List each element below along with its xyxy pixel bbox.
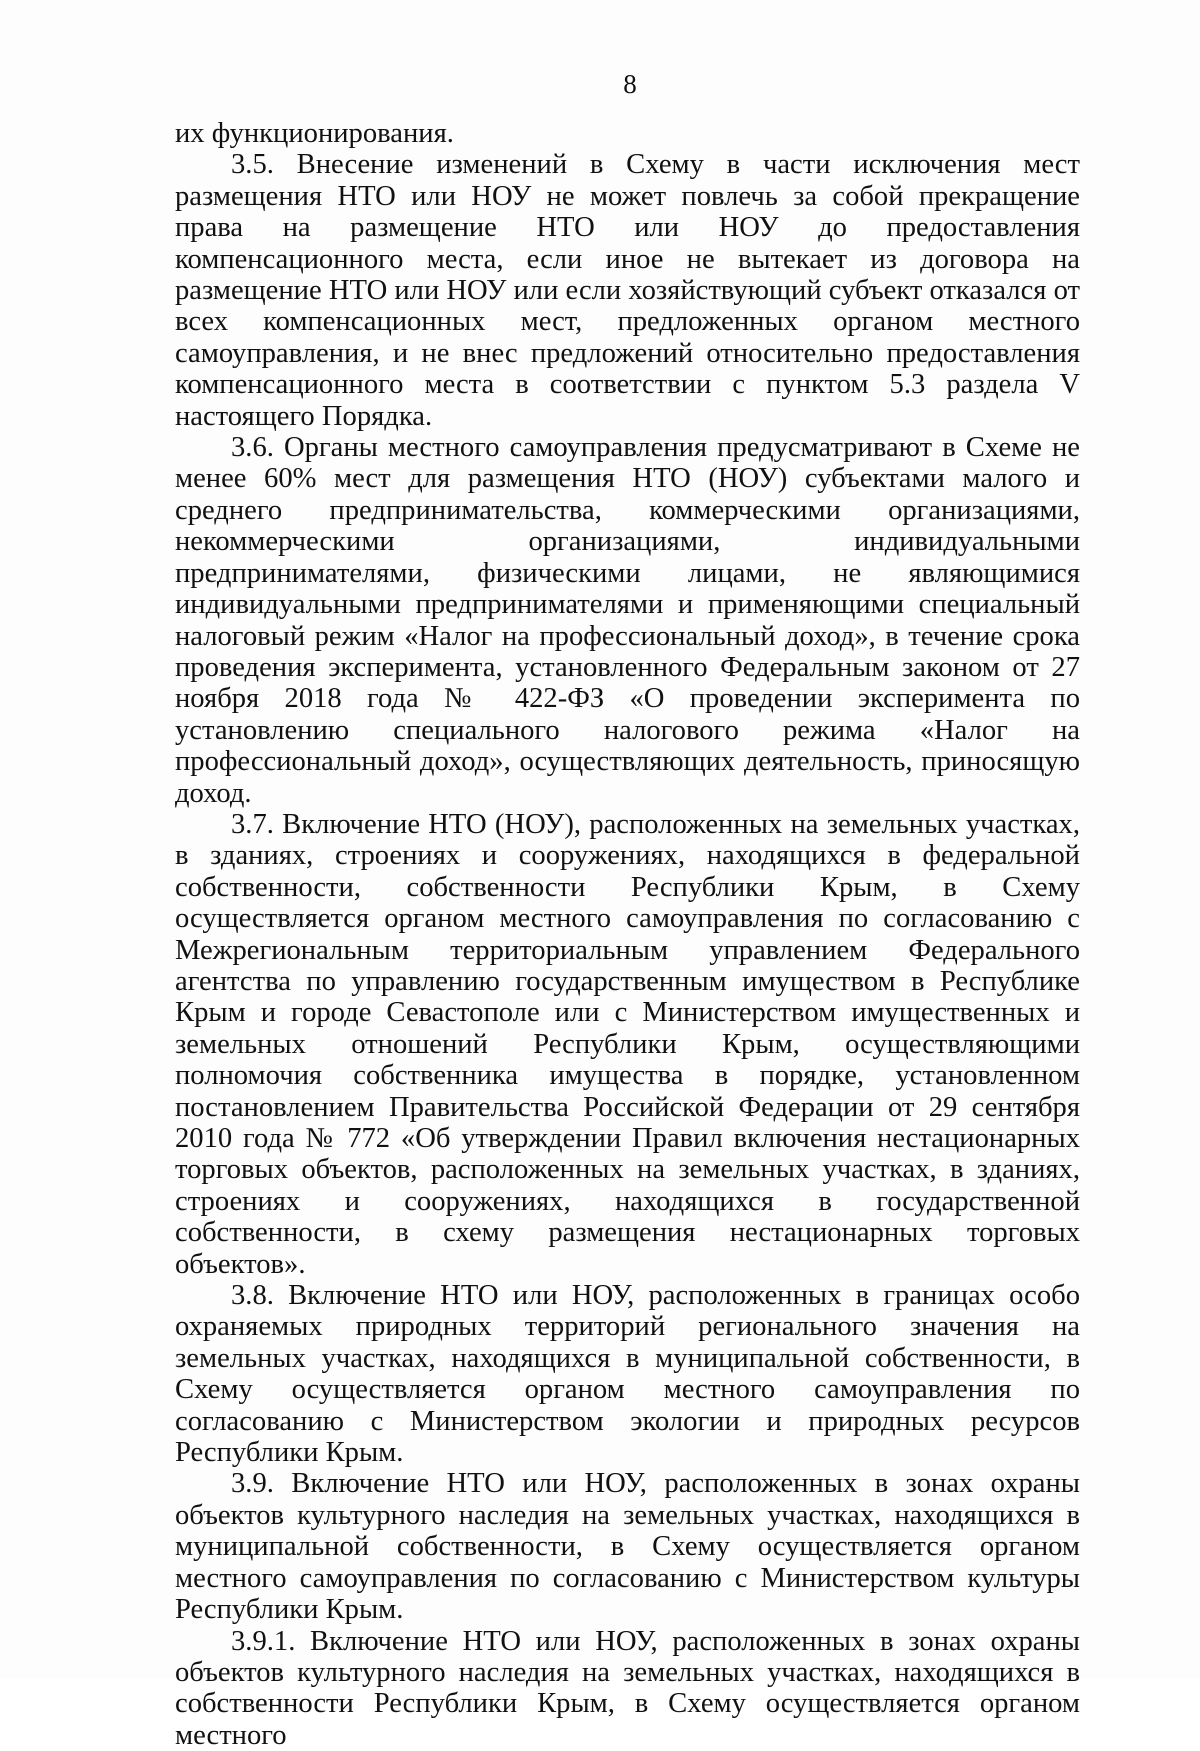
paragraph-3-6: 3.6. Органы местного самоуправления предусматривают в Схеме не менее 60% мест для размещения НТО (НОУ) субъектами малого и среднего предпринимательства, коммерческими организациями, некоммерческими организациями, индивидуальными предпринимателями, физическими лицами, не являющимися индивидуальными предпринимателями и применяющими специальный налоговый режим «Налог на профессиональный доход», в течение срока проведения эксперимента, установленного Федеральным законом от 27 ноября 2018 года № 422-ФЗ «О проведении эксперимента по установлению специального налогового режима «Налог на профессиональный доход», осуществляющих деятельность, приносящую доход. [175,432,1080,809]
document-body [175,118,1080,1751]
paragraph-3-9-1: 3.9.1. Включение НТО или НОУ, расположенных в зонах охраны объектов культурного наследия на земельных участках, находящихся в собственности Республики Крым, в Схему осуществляется органом местного [175,1626,1080,1751]
paragraph-3-8: 3.8. Включение НТО или НОУ, расположенных в границах особо охраняемых природных территорий регионального значения на земельных участках, находящихся в муниципальной собственности, в Схему осуществляется органом местного самоуправления по согласованию с Министерством экологии и природных ресурсов Республики Крым. [175,1280,1080,1468]
paragraph-3-9: 3.9. Включение НТО или НОУ, расположенных в зонах охраны объектов культурного наследия на земельных участках, находящихся в муниципальной собственности, в Схему осуществляется органом местного самоуправления по согласованию с Министерством культуры Республики Крым. [175,1468,1080,1625]
page-number: 8 [0,68,1200,100]
paragraph-3-5: 3.5. Внесение изменений в Схему в части исключения мест размещения НТО или НОУ не может повлечь за собой прекращение права на размещение НТО или НОУ до предоставления компенсационного места, если иное не вытекает из договора на размещение НТО или НОУ или если хозяйствующий субъект отказался от всех компенсационных мест, предложенных органом местного самоуправления, и не внес предложений относительно предоставления компенсационного места в соответствии с пунктом 5.3 раздела V настоящего Порядка. [175,149,1080,432]
paragraph-continuation: их функционирования. [175,118,1080,149]
paragraph-3-7: 3.7. Включение НТО (НОУ), расположенных на земельных участках, в зданиях, строениях и сооружениях, находящихся в федеральной собственности, собственности Республики Крым, в Схему осуществляется органом местного самоуправления по согласованию с Межрегиональным территориальным управлением Федерального агентства по управлению государственным имуществом в Республике Крым и городе Севастополе или с Министерством имущественных и земельных отношений Республики Крым, осуществляющими полномочия собственника имущества в порядке, установленном постановлением Правительства Российской Федерации от 29 сентября 2010 года № 772 «Об утверждении Правил включения нестационарных торговых объектов, расположенных на земельных участках, в зданиях, строениях и сооружениях, находящихся в государственной собственности, в схему размещения нестационарных торговых объектов». [175,809,1080,1280]
